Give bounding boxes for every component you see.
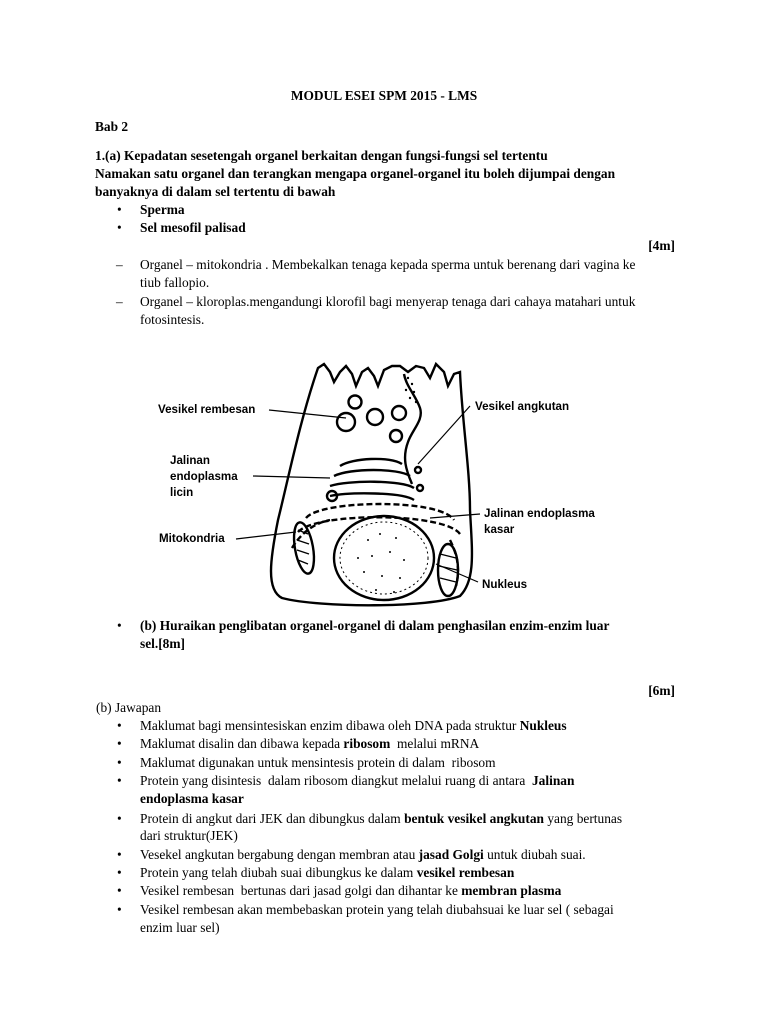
bullet-icon: • [117,847,122,862]
bullet-icon: • [117,773,122,788]
text-normal: Protein di angkut dari JEK dan dibungkus dalam [140,811,405,826]
text-bold: jasad Golgi [418,847,484,862]
vesikel-rembesan-4 [392,406,406,420]
answer-b-text [140,901,614,920]
text-normal: Maklumat bagi mensintesiskan enzim dibawa oleh DNA pada struktur [140,718,520,733]
answer-b-text [140,717,567,736]
bullet-icon: • [117,736,122,751]
marks-b: [6m] [648,683,675,698]
golgi-2 [334,470,410,476]
golgi-4 [330,493,414,500]
answer-text: Organel – kloroplas.mengandungi klorofil bagi menyerap tenaga dari cahaya matahari untuk [140,294,636,309]
label-nukleus: Nukleus [482,578,528,591]
mitokondria-1 [291,521,318,575]
text-normal: Protein yang disintesis dalam ribosom diangkut melalui ruang di antara [140,773,532,788]
marks-a: [4m] [648,238,675,253]
text-bold: membran plasma [461,883,562,898]
bullet-icon: • [117,220,122,235]
answer-b-text [140,790,244,809]
vesikel-rembesan-2 [337,413,355,431]
answer-b-text [140,754,496,773]
bullet-text: Sperma [140,202,185,217]
label-jalinan-licin-1: Jalinan [170,454,210,467]
answer-b-text [140,919,220,938]
question-a-line-2: Namakan satu organel dan terangkan mengapa organel-organel itu boleh dijumpai dengan [95,166,616,181]
answer-b-text [140,735,479,754]
answer-text: fotosintesis. [140,312,205,327]
label-vesikel-rembesan: Vesikel rembesan [158,403,256,416]
label-jalinan-licin-2: endoplasma [170,470,238,483]
bullet-icon: • [117,202,122,217]
answer-b-text [140,772,574,791]
text-normal: enzim luar sel) [140,920,220,935]
text-bold: vesikel rembesan [416,865,515,880]
text-normal: Maklumat disalin dan dibawa kepada [140,736,344,751]
bullet-icon: • [117,865,122,880]
text-normal: Vesikel rembesan bertunas dari jasad golgi dan dihantar ke [140,883,462,898]
vesikel-rembesan-3 [367,409,383,425]
question-b-line-1: (b) Huraikan penglibatan organel-organel di dalam penghasilan enzim-enzim luar [140,618,610,633]
text-bold: Nukleus [519,718,567,733]
text-normal: Maklumat digunakan untuk mensintesis protein di dalam ribosom [140,755,496,770]
bullet-icon: • [117,811,122,826]
answer-b-text [140,827,238,846]
text-normal: melalui mRNA [390,736,480,751]
text-bold: endoplasma kasar [140,791,244,806]
answer-b-text [140,864,514,883]
text-normal: Protein yang telah diubah suai dibungkus ke dalam [140,865,417,880]
dash-icon: – [116,294,123,309]
text-normal: untuk diubah suai. [483,847,586,862]
vesikel-rembesan-5 [390,430,402,442]
answer-text: Organel – mitokondria . Membekalkan tenaga kepada sperma untuk berenang dari vagina ke [140,257,636,272]
text-bold: Jalinan [531,773,575,788]
text-normal: dari struktur(JEK) [140,828,238,843]
label-jalinan-kasar-1: Jalinan endoplasma [484,507,595,520]
bullet-text: Sel mesofil palisad [140,220,246,235]
text-bold: ribosom [343,736,391,751]
text-normal: Vesekel angkutan bergabung dengan membran atau [140,847,419,862]
bullet-icon: • [117,618,122,633]
text-normal: yang bertunas [543,811,623,826]
answer-b-text [140,810,622,829]
golgi-1 [340,459,402,466]
nukleus [334,516,434,600]
text-normal: Vesikel rembesan akan membebaskan protein yang telah diubahsuai ke luar sel ( sebagai [140,902,614,917]
page-title: MODUL ESEI SPM 2015 - LMS [290,88,478,103]
question-a-line-3: banyaknya di dalam sel tertentu di bawah [95,184,336,199]
label-jalinan-licin-3: licin [170,486,194,499]
label-mitokondria: Mitokondria [159,532,225,545]
bullet-icon: • [117,902,122,917]
vesikel-rembesan-1 [349,396,362,409]
answer-text: tiub fallopio. [140,275,210,290]
text-bold: bentuk vesikel angkutan [404,811,544,826]
answer-b-text [140,882,561,901]
answer-b-heading: (b) Jawapan [96,700,162,715]
label-jalinan-kasar-2: kasar [484,523,515,536]
bullet-icon: • [117,718,122,733]
dash-icon: – [116,257,123,272]
chapter-label: Bab 2 [95,119,129,134]
question-a-line-1: 1.(a) Kepadatan sesetengah organel berkaitan dengan fungsi-fungsi sel tertentu [95,148,548,163]
bullet-icon: • [117,883,122,898]
bullet-icon: • [117,755,122,770]
answer-b-text [140,846,586,865]
question-b-line-2: sel.[8m] [140,636,185,651]
golgi-3 [330,482,414,488]
label-vesikel-angkutan: Vesikel angkutan [475,400,570,413]
